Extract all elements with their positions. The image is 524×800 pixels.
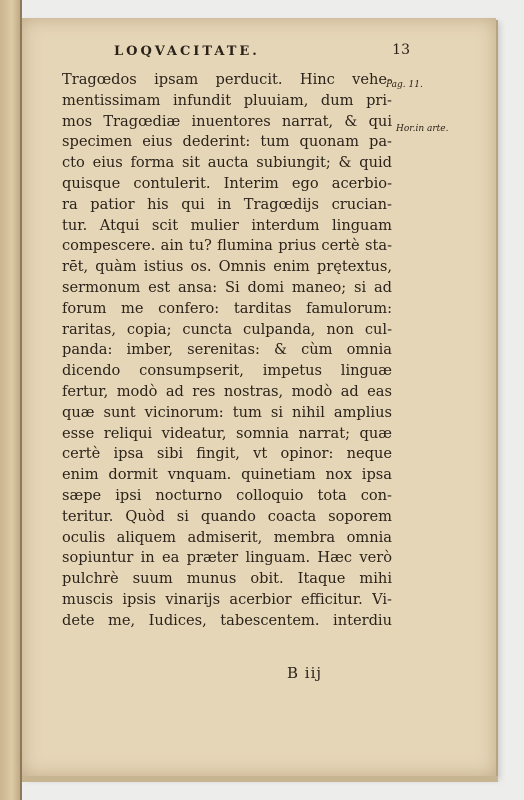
text-line: forum me confero: tarditas famulorum: <box>62 299 392 317</box>
text-line: sæpe ipsi nocturno colloquio tota con- <box>62 486 392 504</box>
text-line: oculis aliquem admiserit, membra omnia <box>62 528 392 546</box>
margin-note-reference: Hor.in arte. <box>396 124 449 134</box>
text-line: ra patior his qui in Tragœdijs crucian- <box>62 195 392 213</box>
margin-note-reference: Pag. 11. <box>386 80 423 90</box>
text-line: pulchrè suum munus obit. Itaque mihi <box>62 570 392 588</box>
text-line: quæ sunt vicinorum: tum si nihil amplius <box>62 403 392 421</box>
page-header <box>100 40 410 66</box>
book-binding <box>0 0 22 800</box>
text-line: mentissimam infundit pluuiam, dum pri- <box>62 91 392 109</box>
text-line: cto eius forma sit aucta subiungit; & quid <box>62 154 392 172</box>
text-line: enim dormit vnquam. quinetiam nox ipsa <box>62 466 392 484</box>
text-line: certè ipsa sibi fingit, vt opinor: neque <box>62 445 392 463</box>
text-line: compescere. ain tu? flumina prius certè sta- <box>62 237 392 255</box>
text-line: panda: imber, serenitas: & cùm omnia <box>62 341 392 359</box>
body-text <box>62 70 392 632</box>
text-line: tur. Atqui scit mulier interdum linguam <box>62 216 392 234</box>
text-line: Tragœdos ipsam perducit. Hinc vehe- <box>62 71 392 88</box>
signature-mark: B iij <box>287 664 323 682</box>
text-line: quisque contulerit. Interim ego acerbio- <box>62 174 392 192</box>
text-line: dete me, Iudices, tabescentem. interdiu <box>62 611 392 629</box>
text-line: dicendo consumpserit, impetus linguæ <box>62 362 392 380</box>
text-line: muscis ipsis vinarijs acerbior efficitur. Vi- <box>62 590 392 608</box>
text-line: rēt, quàm istius os. Omnis enim prętextus, <box>62 258 392 276</box>
text-line: mos Tragœdiæ inuentores narrat, & qui <box>62 112 392 130</box>
running-title: LOQVACITATE. <box>114 44 260 59</box>
text-line: esse reliqui videatur, somnia narrat; quæ <box>62 424 392 442</box>
text-line: raritas, copia; cuncta culpanda, non cul- <box>62 320 392 338</box>
text-line: fertur, modò ad res nostras, modò ad eas <box>62 382 392 400</box>
page-number: 13 <box>392 42 410 58</box>
text-line: teritur. Quòd si quando coacta soporem <box>62 507 392 525</box>
text-line: sopiuntur in ea præter linguam. Hæc verò <box>62 549 392 567</box>
text-line: sermonum est ansa: Si domi maneo; si ad <box>62 278 392 296</box>
page-stack-edge <box>22 776 498 782</box>
text-line: specimen eius dederint: tum quonam pa- <box>62 133 392 151</box>
